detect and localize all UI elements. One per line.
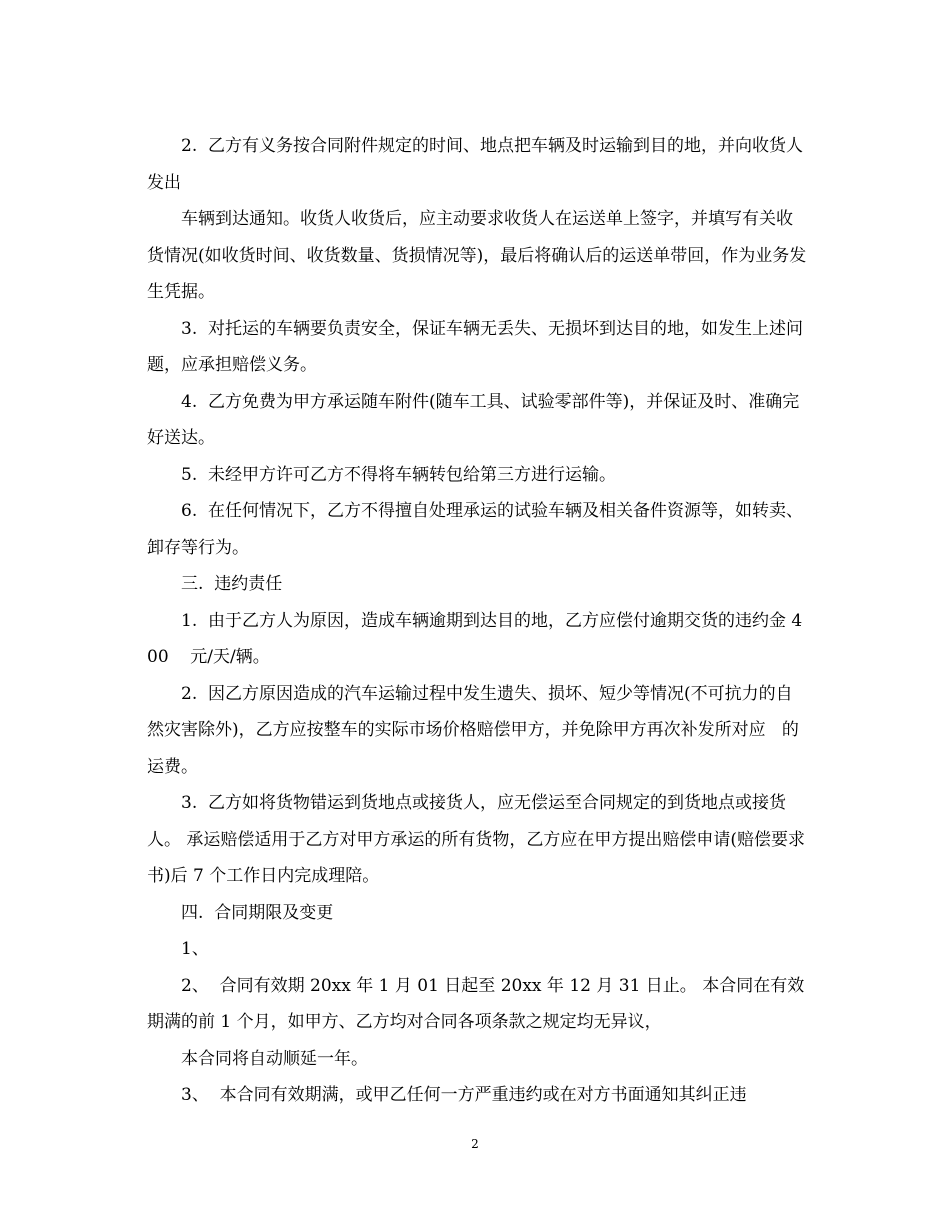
paragraph-arrival-notice: 车辆到达通知。收货人收货后，应主动要求收货人在运送单上签字，并填写有关收货情况(如收货时间、收货数量、货损情况等)，最后将确认后的运送单带回，作为业务发生凭据。 [147,209,807,302]
paragraph-obligation-6: 6. 在任何情况下，乙方不得擅自处理承运的试验车辆及相关备件资源等，如转卖、卸存等行为。 [147,501,804,558]
document-body [147,128,807,1114]
paragraph-obligation-5: 5. 未经甲方许可乙方不得将车辆转包给第三方进行运输。 [181,464,617,485]
paragraph-term-2-continued: 本合同将自动顺延一年。 [181,1048,368,1069]
paragraph-liability-3: 3. 乙方如将货物错运到货地点或接货人，应无偿运至合同规定的到货地点或接货人。 承运赔偿适用于乙方对甲方承运的所有货物，乙方应在甲方提出赔偿申请(赔偿要求书)后 7 个工作日内完成理陪。 [147,793,806,886]
paragraph-term-1: 1、 [181,939,209,959]
paragraph-term-2: 2、 合同有效期 20xx 年 1 月 01 日起至 20xx 年 12 月 31 日止。 本合同在有效期满的前 1 个月，如甲方、乙方均对合同各项条款之规定均无异议， [147,975,805,1032]
paragraph-term-3: 3、 本合同有效期满，或甲乙任何一方严重违约或在对方书面通知其纠正违 [181,1085,747,1105]
paragraph-obligation-4: 4. 乙方免费为甲方承运随车附件(随车工具、试验零部件等)，并保证及时、准确完好送达。 [147,391,800,448]
page-number: 2 [471,1137,479,1151]
paragraph-liability-2: 2. 因乙方原因造成的汽车运输过程中发生遗失、损坏、短少等情况(不可抗力的自然灾害除外)，乙方应按整车的实际市场价格赔偿甲方，并免除甲方再次补发所对应 的运费。 [147,683,799,777]
paragraph-obligation-3: 3. 对托运的车辆要负责安全，保证车辆无丢失、无损坏到达目的地，如发生上述问题，应承担赔偿义务。 [147,318,804,375]
section-heading-term: 四. 合同期限及变更 [181,902,334,923]
paragraph-liability-1: 1. 由于乙方人为原因，造成车辆逾期到达目的地，乙方应偿付逾期交货的违约金 400 元/天/辆。 [147,610,803,667]
paragraph-obligation-2: 2. 乙方有义务按合同附件规定的时间、地点把车辆及时运输到目的地，并向收货人发出 [147,136,804,193]
section-heading-liability: 三. 违约责任 [181,574,283,594]
